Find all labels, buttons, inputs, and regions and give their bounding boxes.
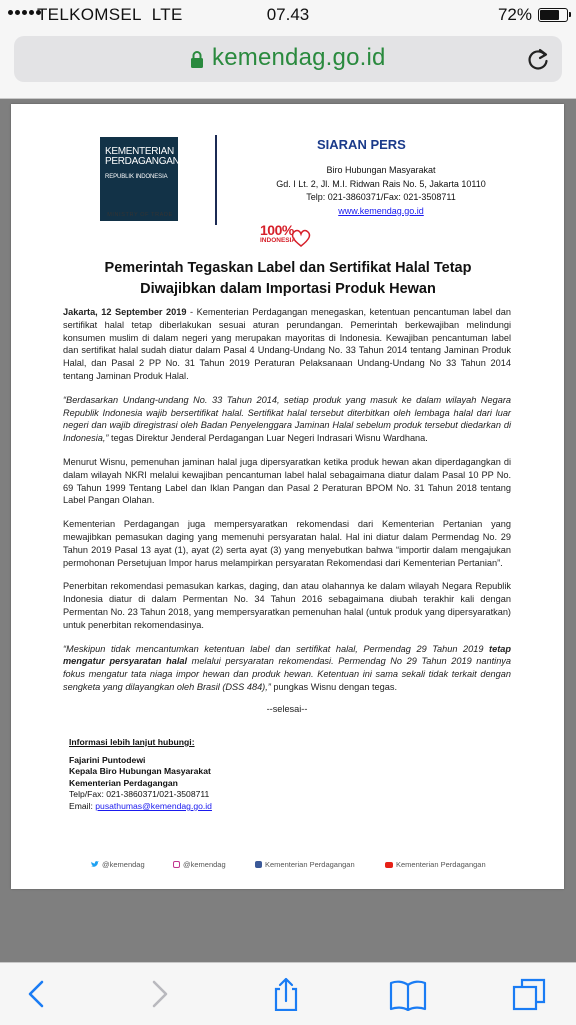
office-phone: Telp: 021-3860371/Fax: 021-3508711 [306, 192, 456, 202]
facebook-item[interactable] [255, 860, 355, 869]
paragraph-4: Kementerian Perdagangan juga mempersyaratkan rekomendasi dari Kementerian Pertanian yang mewajibkan pemasukan daging yang memenuhi persyaratan halal. Hal ini diatur dalam Permendag No. 29 Tahun 2019 Pasal 13 ayat (1), ayat (2) serta ayat (3) yang menyebutkan bahwa “importir dalam mengajukan permohonan Persetujuan Impor harus melampirkan persyaratan Rekomendasi dari Kementerian Pertanian”. [63, 519, 511, 568]
battery-level-fill [540, 10, 559, 20]
heart-icon [290, 228, 312, 248]
badge-text: INDONESIA [260, 237, 297, 244]
instagram-handle: @kemendag [183, 860, 226, 869]
website-link[interactable]: www.kemendag.go.id [338, 205, 424, 216]
press-release-title: SIARAN PERS [317, 137, 406, 152]
twitter-icon [91, 861, 99, 868]
clock: 07.43 [266, 5, 310, 24]
contact-heading: Informasi lebih lanjut hubungi: [69, 737, 195, 747]
instagram-icon [173, 861, 180, 868]
share-icon[interactable] [266, 977, 306, 1011]
network-type: LTE [151, 5, 183, 24]
forward-icon[interactable] [138, 977, 178, 1011]
contact-org: Kementerian Perdagangan [69, 777, 178, 788]
badge-number: 100% [260, 222, 294, 238]
bookmarks-icon[interactable] [388, 977, 428, 1011]
ministry-logo [100, 137, 178, 221]
paragraph-2: “Berdasarkan Undang-undang No. 33 Tahun 2014, setiap produk yang masuk ke dalam wilayah Negara Republik Indonesia wajib bersertifikat halal. Sertifikat halal tersebut diterbitkan oleh lembaga halal dari luar negeri dan wajib diregistrasi oleh Badan Penyelenggara Jaminan Halal sebelum produk tersebut diedarkan di Indonesia,” tegas Direktur Jenderal Perdagangan Luar Negeri Indrasari Wisnu Wardhana. [63, 394, 511, 444]
logo-line2: PERDAGANGAN [105, 156, 180, 167]
contact-name: Fajarini Puntodewi [69, 754, 146, 765]
browser-bottom-toolbar [0, 962, 576, 1025]
paragraph-5: Penerbitan rekomendasi pemasukan karkas, daging, dan atau olahannya ke dalam wilayah Negara Republik Indonesia diatur di dalam Permentan No. 34 Tahun 2016 sebagaimana diubah terakhir kali dengan Permentan No. 23 Tahun 2018, yang mempersyaratkan pemenuhan halal (untuk produk yang dipersyaratkan) untuk penerbitan rekomendasinya. [63, 581, 511, 630]
facebook-page: Kementerian Perdagangan [265, 860, 355, 869]
url-text[interactable]: kemendag.go.id [212, 44, 386, 71]
contact-email-link[interactable]: pusathumas@kemendag.go.id [95, 800, 212, 811]
status-bar [0, 0, 576, 30]
office-name: Biro Hubungan Masyarakat [326, 165, 436, 175]
ministry-of-trade-label: MINISTRY OF TRADE [107, 212, 173, 218]
100-percent-indonesia-badge [258, 222, 318, 252]
instagram-item[interactable] [173, 860, 226, 869]
office-address [216, 164, 546, 218]
contact-email-row: Email: pusathumas@kemendag.go.id [69, 800, 212, 811]
headline-line1: Pemerintah Tegaskan Label dan Sertifikat Halal Tetap [104, 260, 472, 276]
youtube-item[interactable] [385, 860, 486, 869]
paragraph-3: Menurut Wisnu, pemenuhan jaminan halal juga dipersyaratkan ketika produk hewan akan diperdagangkan di dalam wilayah NKRI melalui kewajiban pencantuman label halal sebagaimana diatur dalam Pasal 10 PP No. 69 Tahun 1999 Tentang Label dan Iklan Pangan dan Pasal 2 Peraturan BPOM No. 31 Tahun 2018 tentang Label Pangan Olahan. [63, 456, 511, 506]
headline-line2: Diwajibkan dalam Importasi Produk Hewan [140, 281, 436, 297]
youtube-channel: Kementerian Perdagangan [396, 860, 486, 869]
dateline: Jakarta, 12 September 2019 [63, 307, 187, 317]
twitter-handle: @kemendag [102, 860, 145, 869]
youtube-icon [385, 862, 393, 868]
headline [63, 258, 513, 300]
twitter-item[interactable] [91, 860, 145, 869]
contact-role: Kepala Biro Hubungan Masyarakat [69, 766, 211, 777]
press-release-document [11, 104, 564, 889]
browser-toolbar [0, 30, 576, 99]
contact-phone: Telp/Fax: 021-3860371/021-3508711 [69, 789, 210, 800]
paragraph-6: “Meskipun tidak mencantumkan ketentuan label dan sertifikat halal, Permendag 29 Tahun 2019 tetap mengatur persyaratan halal melalui persyaratan rekomendasi. Permendag No 29 Tahun 2019 nantinya fokus mengatur tata niaga impor hewan dan produk hewan. Ketentuan ini sama sekali tidak terkait dengan sengketa yang dilayangkan oleh Brasil (DSS 484),” pungkas Wisnu dengan tegas. [63, 643, 512, 692]
address-bar[interactable] [14, 36, 562, 82]
lock-icon [190, 50, 204, 68]
tabs-icon[interactable] [510, 977, 550, 1011]
logo-line3: REPUBLIK INDONESIA [105, 174, 168, 180]
office-street: Gd. I Lt. 2, Jl. M.I. Ridwan Rais No. 5, Jakarta 10110 [276, 178, 486, 189]
back-icon[interactable] [18, 977, 58, 1011]
carrier-name: TELKOMSEL [37, 5, 142, 24]
battery-percent: 72% [497, 5, 532, 24]
facebook-icon [255, 861, 262, 868]
battery-icon [538, 8, 568, 22]
reload-icon[interactable] [524, 46, 552, 74]
article-body [63, 306, 511, 722]
contact-info [69, 737, 212, 813]
paragraph-1: Jakarta, 12 September 2019 - Kementerian Perdagangan menegaskan, ketentuan pencantuman label dan sertifikat halal tetap diberlakukan sesuai aturan perundangan. Pemerintah berkewajiban melindungi konsumen muslim di dalam negeri yang merupakan mayoritas di Indonesia. Kewajiban pencantuman label dan sertifikat halal sudah diatur dalam Pasal 4 Undang-Undang No. 33 Tahun 2014 tentang Jaminan Produk Halal, dan Pasal 2 PP No. 31 Tahun 2019 Peraturan Pelaksanaan Undang-Undang No 33 Tahun 2014 tentang Jaminan Produk Halal. [63, 307, 511, 381]
end-marker: --selesai-- [266, 703, 308, 714]
logo-line1: KEMENTERIAN [105, 146, 174, 157]
